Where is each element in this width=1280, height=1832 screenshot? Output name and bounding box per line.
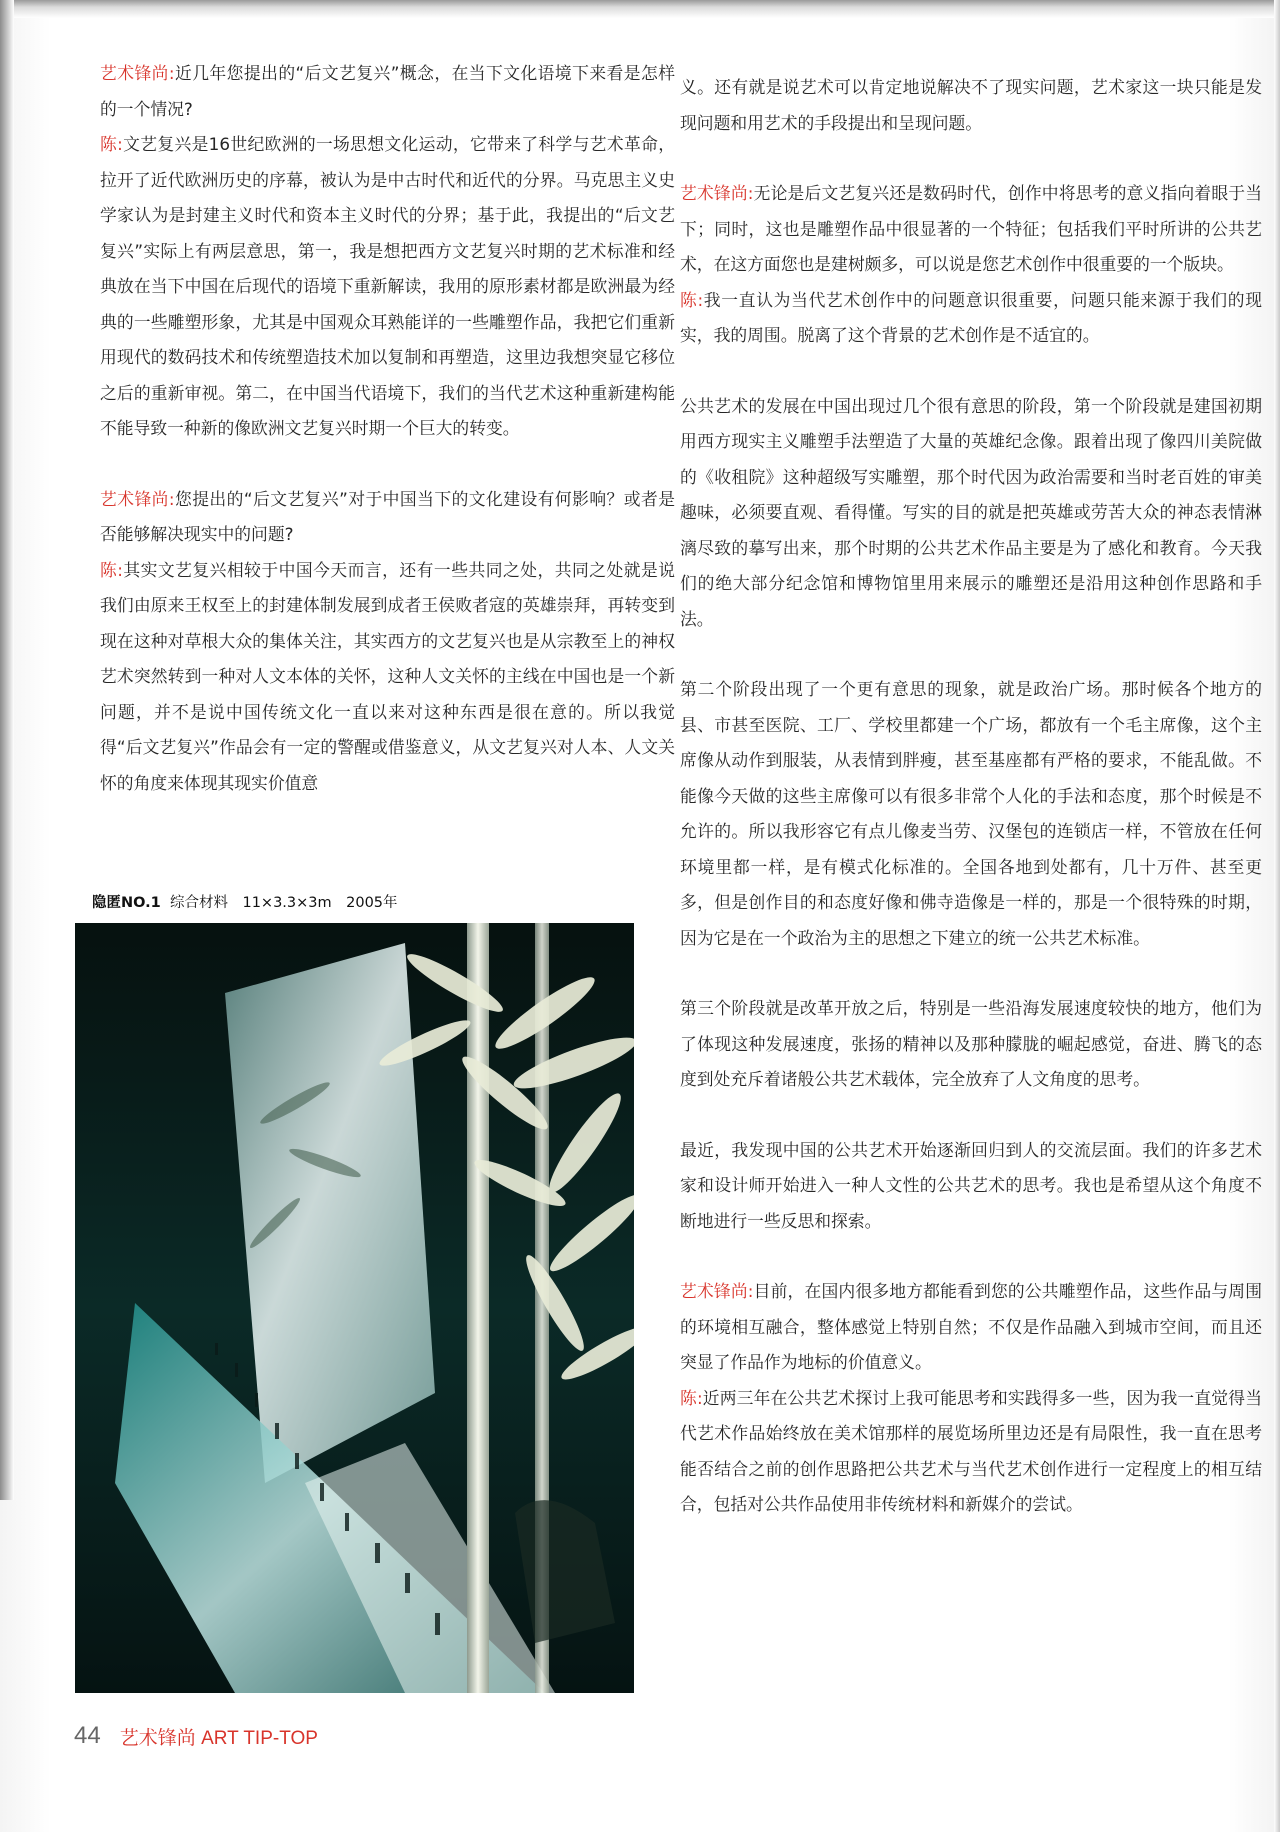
right-column xyxy=(680,70,1262,1523)
paragraph-text: 您提出的“后文艺复兴”对于中国当下的文化建设有何影响？或者是否能够解决现实中的问题? xyxy=(100,488,676,544)
interview-answer xyxy=(100,127,675,447)
paragraph-text: 目前，在国内很多地方都能看到您的公共雕塑作品，这些作品与周围的环境相互融合，整体感觉上特别自然；不仅是作品融入到城市空间，而且还突显了作品作为地标的价值意义。 xyxy=(680,1281,1262,1372)
paragraph-text: 近几年您提出的“后文艺复兴”概念，在当下文化语境下来看是怎样的一个情况? xyxy=(100,63,676,119)
paragraph-text: 文艺复兴是16世纪欧洲的一场思想文化运动，它带来了科学与艺术革命，拉开了近代欧洲历史的序幕，被认为是中古时代和近代的分界。马克思主义史学家认为是封建主义时代和资本主义时代的分界；基于此，我提出的“后文艺复兴”实际上有两层意思，第一，我是想把西方文艺复兴时期的艺术标准和经典放在当下中国在后现代的语境下重新解读，我用的原形素材都是欧洲最为经典的一些雕塑形象，尤其是中国观众耳熟能详的一些雕塑作品，我把它们重新用现代的数码技术和传统塑造技术加以复制和再塑造，这里边我想突显它移位之后的重新审视。第二，在中国当代语境下，我们的当代艺术这种重新建构能不能导致一种新的像欧洲文艺复兴时期一个巨大的转变。 xyxy=(100,134,676,438)
paragraph xyxy=(680,70,1262,141)
paragraph-text: 近两三年在公共艺术探讨上我可能思考和实践得多一些，因为我一直觉得当代艺术作品始终放在美术馆那样的展览场所里边还是有局限性，我一直在思考能否结合之前的创作思路把公共艺术与当代艺术创作进行一定程度上的相互结合，包括对公共作品使用非传统材料和新媒介的尝试。 xyxy=(680,1387,1262,1514)
interview-question xyxy=(680,1274,1262,1381)
paragraph-text: 公共艺术的发展在中国出现过几个很有意思的阶段，第一个阶段就是建国初期用西方现实主义雕塑手法塑造了大量的英雄纪念像。跟着出现了像四川美院做的《收租院》这种超级写实雕塑，那个时代因为政治需要和当时老百姓的审美趣味，必须要直观、看得懂。写实的目的就是把英雄或劳苦大众的神态表情淋漓尽致的摹写出来，那个时期的公共艺术作品主要是为了感化和教育。今天我们的绝大部分纪念馆和博物馆里用来展示的雕塑还是沿用这种创作思路和手法。 xyxy=(680,395,1262,629)
interview-question xyxy=(100,56,675,127)
paragraph-text: 第二个阶段出现了一个更有意思的现象，就是政治广场。那时候各个地方的县、市甚至医院、工厂、学校里都建一个广场，都放有一个毛主席像，这个主席像从动作到服装，从表情到胖瘦，甚至基座都有严格的要求，不能乱做。不能像今天做的这些主席像可以有很多非常个人化的手法和态度，那个时候是不允许的。所以我形容它有点儿像麦当劳、汉堡包的连锁店一样，不管放在任何环境里都一样，是有模式化标准的。全国各地到处都有，几十万件、甚至更多，但是创作目的和态度好像和佛寺造像是一样的，那是一个很特殊的时期，因为它是在一个政治为主的思想之下建立的统一公共艺术标准。 xyxy=(680,679,1262,948)
page-number: 44 xyxy=(74,1722,101,1749)
scan-left-edge xyxy=(0,0,14,1500)
paragraph xyxy=(680,389,1262,638)
paragraph-text: 我一直认为当代艺术创作中的问题意识很重要，问题只能来源于我们的现实，我的周围。脱离了这个背景的艺术创作是不适宜的。 xyxy=(680,289,1262,345)
interview-answer xyxy=(680,283,1262,354)
artwork-details: 综合材料 11×3.3×3m 2005年 xyxy=(169,895,398,911)
paragraph-text: 最近，我发现中国的公共艺术开始逐渐回归到人的交流层面。我们的许多艺术家和设计师开始进入一种人文性的公共艺术的思考。我也是希望从这个角度不断地进行一些反思和探索。 xyxy=(680,1139,1262,1231)
speaker-label: 艺术锋尚: xyxy=(680,1281,754,1301)
paragraph-text: 无论是后文艺复兴还是数码时代，创作中将思考的意义指向着眼于当下；同时，这也是雕塑作品中很显著的一个特征；包括我们平时所讲的公共艺术，在这方面您也是建树颇多，可以说是您艺术创作中很重要的一个版块。 xyxy=(680,183,1262,274)
artwork-title: 隐匿NO.1 xyxy=(92,895,161,911)
paragraph-text: 义。还有就是说艺术可以肯定地说解决不了现实问题，艺术家这一块只能是发现问题和用艺术的手段提出和呈现问题。 xyxy=(680,77,1262,133)
paragraph xyxy=(680,1133,1262,1240)
speaker-label: 艺术锋尚: xyxy=(680,183,754,203)
paragraph-text: 其实文艺复兴相较于中国今天而言，还有一些共同之处，共同之处就是说我们由原来王权至上的封建体制发展到成者王侯败者寇的英雄崇拜，再转变到现在这种对草根大众的集体关注，其实西方的文艺复兴也是从宗教至上的神权艺术突然转到一种对人文本体的关怀，这种人文关怀的主线在中国也是一个新问题，并不是说中国传统文化一直以来对这种东西是很在意的。所以我觉得“后文艺复兴”作品会有一定的警醒或借鉴意义，从文艺复兴对人本、人文关怀的角度来体现其现实价值意 xyxy=(100,559,676,793)
paragraph xyxy=(680,991,1262,1098)
scan-top-shadow xyxy=(0,0,1280,18)
interview-question xyxy=(680,176,1262,283)
photo-caption xyxy=(92,891,398,912)
left-column xyxy=(100,56,675,801)
speaker-label: 陈: xyxy=(680,289,704,310)
speaker-label: 陈: xyxy=(100,134,123,154)
interview-answer xyxy=(680,1381,1262,1523)
speaker-label: 陈: xyxy=(680,1387,703,1408)
interview-question xyxy=(100,482,675,553)
speaker-label: 艺术锋尚: xyxy=(100,63,175,83)
page-footer xyxy=(74,1722,318,1754)
speaker-label: 艺术锋尚: xyxy=(100,488,175,509)
magazine-brand: 艺术锋尚 ART TIP-TOP xyxy=(119,1727,318,1749)
speaker-label: 陈: xyxy=(100,559,123,580)
scan-right-edge xyxy=(1274,0,1280,1832)
interview-answer xyxy=(100,553,675,802)
paragraph-text: 第三个阶段就是改革开放之后，特别是一些沿海发展速度较快的地方，他们为了体现这种发展速度，张扬的精神以及那种朦胧的崛起感觉，奋进、腾飞的态度到处充斥着诸般公共艺术载体，完全放弃了人文角度的思考。 xyxy=(680,998,1262,1089)
bamboo-installation-image xyxy=(75,923,634,1693)
artwork-photo xyxy=(75,923,634,1693)
paragraph xyxy=(680,672,1262,956)
